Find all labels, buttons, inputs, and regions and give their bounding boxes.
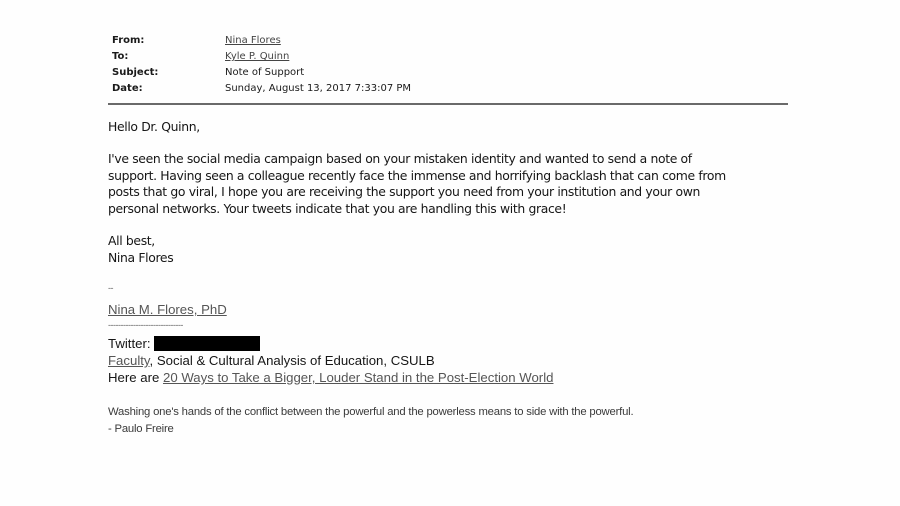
paragraph-line: support. Having seen a colleague recently face the immense and horrifying backlash that can come from <box>108 167 726 183</box>
twitter-redaction-box <box>154 336 260 351</box>
faculty-text: , Social & Cultural Analysis of Education, CSULB <box>149 353 435 368</box>
signature-dash-line: ------------------------------ <box>108 320 183 330</box>
closing: All best, <box>108 233 155 248</box>
signature-name-link[interactable]: Nina M. Flores, PhD <box>108 302 227 317</box>
here-are-text: Here are <box>108 370 163 385</box>
faculty-link[interactable]: Faculty <box>108 353 150 368</box>
closing-name: Nina Flores <box>108 249 174 265</box>
from-label: From: <box>112 35 145 46</box>
paragraph-line: posts that go viral, I hope you are receiving the support you need from your institution and your own <box>108 184 700 199</box>
paragraph-line: I've seen the social media campaign based on your mistaken identity and wanted to send a note of <box>108 151 692 166</box>
quote-author: - Paulo Freire <box>108 423 174 435</box>
twitter-line <box>108 336 260 351</box>
subject-value: Note of Support <box>225 67 305 78</box>
article-line <box>108 370 553 385</box>
to-label: To: <box>112 51 129 62</box>
twitter-label: Twitter: <box>108 336 151 351</box>
signature-separator: -- <box>108 283 113 293</box>
greeting: Hello Dr. Quinn, <box>108 119 200 134</box>
header-divider <box>108 103 788 105</box>
paragraph-line: personal networks. Your tweets indicate that you are handling this with grace! <box>108 200 567 216</box>
article-link[interactable]: 20 Ways to Take a Bigger, Louder Stand in the Post-Election World <box>162 370 554 385</box>
from-value-link[interactable]: Nina Flores <box>225 35 281 46</box>
signature-quote: Washing one's hands of the conflict between the powerful and the powerless means to side with the powerful. <box>108 406 634 418</box>
to-value-link[interactable]: Kyle P. Quinn <box>225 51 290 62</box>
date-value: Sunday, August 13, 2017 7:33:07 PM <box>225 83 412 94</box>
faculty-line <box>108 353 435 368</box>
date-label: Date: <box>112 83 143 94</box>
subject-label: Subject: <box>112 67 159 78</box>
